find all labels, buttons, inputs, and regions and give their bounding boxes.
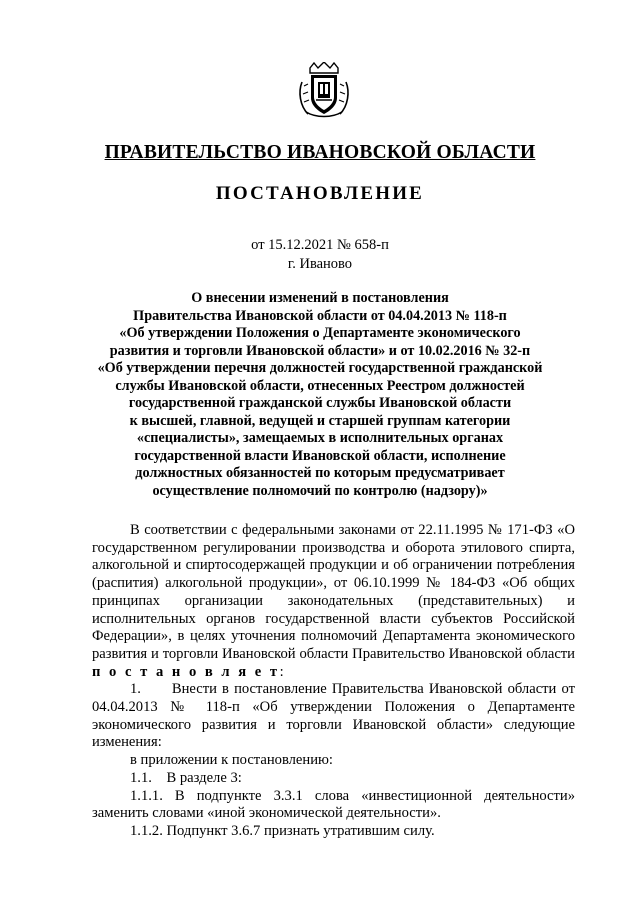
subject-line: осуществление полномочий по контролю (надзору)» xyxy=(152,482,488,499)
document-subject xyxy=(60,290,580,500)
subject-line: государственной власти Ивановской области, исполнение xyxy=(134,447,506,464)
subject-line: «специалисты», замещаемых в исполнительных органах xyxy=(136,430,504,446)
document-type-heading: ПОСТАНОВЛЕНИЕ xyxy=(215,183,425,204)
item-1-1-1: 1.1.1. В подпункте 3.3.1 слова «инвестиционной деятельности» заменить словами «иной экономической деятельности». xyxy=(92,787,575,822)
subject-line: государственной гражданской службы Ивановской области xyxy=(128,395,512,411)
subject-line: должностных обязанностей по которым предусматривает xyxy=(135,465,505,481)
ivanovo-coat-of-arms-icon xyxy=(298,62,350,118)
subject-line: «Об утверждении перечня должностей государственной гражданской xyxy=(97,360,543,376)
document-meta xyxy=(0,236,640,274)
subject-line: к высшей, главной, ведущей и старшей группам категории xyxy=(129,412,511,429)
item-1-intro: в приложении к постановлению: xyxy=(130,752,333,769)
item-1-1: 1.1. В разделе 3: xyxy=(130,769,242,786)
decree-word: п о с т а н о в л я е т xyxy=(92,663,280,680)
subject-line: Правительства Ивановской области от 04.04.2013 № 118-п xyxy=(133,307,507,324)
government-title: ПРАВИТЕЛЬСТВО ИВАНОВСКОЙ ОБЛАСТИ xyxy=(104,142,536,163)
item-1: 1. Внести в постановление Правительства Ивановской области от 04.04.2013 № 118-п «Об утверждении Положения о Департаменте экономического развития и торговли Ивановской области» следующие изменения: xyxy=(92,681,575,751)
subject-line: О внесении изменений в постановления xyxy=(191,290,449,306)
document-city: г. Иваново xyxy=(287,256,353,272)
document-date-number: от 15.12.2021 № 658-п xyxy=(251,237,389,253)
preamble-paragraph xyxy=(92,522,575,681)
subject-line: службы Ивановской области, отнесенных Реестром должностей xyxy=(115,377,525,394)
preamble-text: В соответствии с федеральными законами от 22.11.1995 № 171-ФЗ «О государственном регулировании производства и оборота этилового спирта, алкогольной и спиртосодержащей продукции и об ограничении потребления (распития) алкогольной продукции», от 06.10.1999 № 184-ФЗ «Об общих принципах организации законодательных (представительных) и исполнительных органов государственной власти субъектов Российской Федерации», в целях уточнения полномочий Департамента экономического развития и торговли Ивановской области Правительство Ивановской области xyxy=(92,522,575,662)
item-1-1-2: 1.1.2. Подпункт 3.6.7 признать утратившим силу. xyxy=(130,822,435,839)
subject-line: развития и торговли Ивановской области» и от 10.02.2016 № 32-п xyxy=(109,342,531,359)
document-body xyxy=(92,522,575,841)
decree-colon: : xyxy=(279,663,284,680)
subject-line: «Об утверждении Положения о Департаменте экономического xyxy=(119,325,521,341)
